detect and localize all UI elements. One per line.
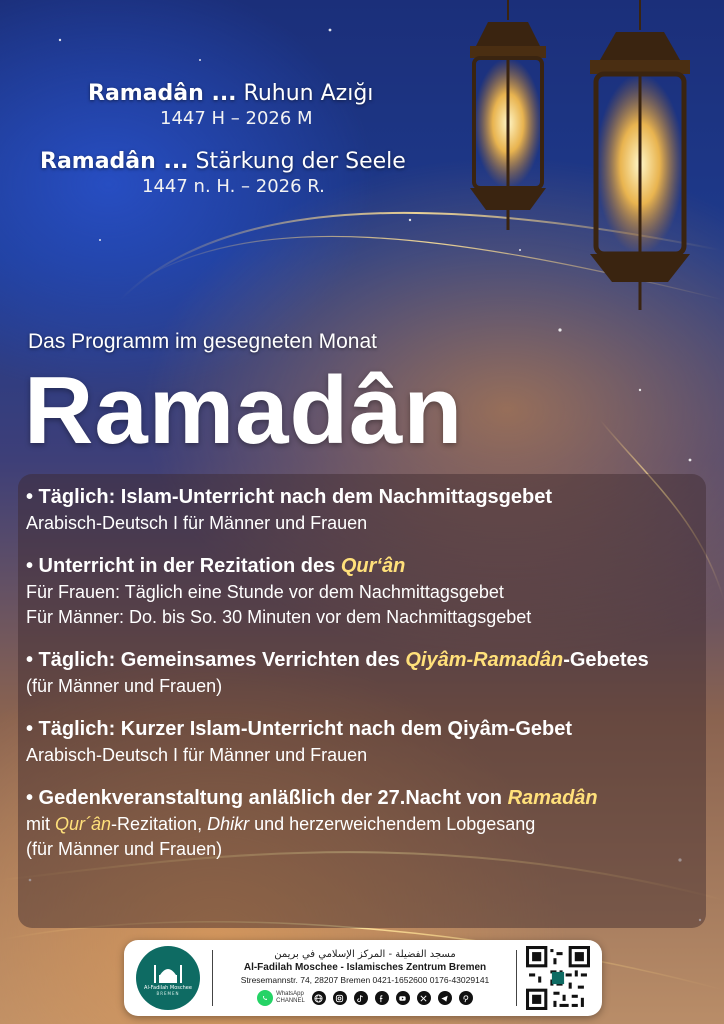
turkish-year: 1447 H – 2026 M [160, 108, 313, 129]
divider [516, 950, 517, 1006]
footer-arabic: مسجد الفضيلة - المركز الإسلامي في بريمن [274, 949, 456, 960]
logo-name: Al-Fadilah Moschee [144, 984, 192, 991]
item-5-line-2: (für Männer und Frauen) [26, 839, 223, 859]
whatsapp-label [276, 991, 305, 1005]
item-5-line-1-b: Qur´ân [55, 814, 112, 834]
item-2-head-text: • Unterricht in der Rezitation des [26, 555, 341, 577]
item-5-head [26, 785, 698, 812]
item-5-line-1-c: -Rezitation, [111, 814, 208, 834]
pinterest-icon[interactable] [459, 991, 473, 1005]
main-title: Ramadân [24, 357, 464, 464]
footer-name: Al-Fadilah Moschee - Islamisches Zentrum Bremen [243, 962, 487, 973]
whatsapp-label-1: WhatsApp [276, 991, 304, 997]
program-item-1 [26, 484, 698, 536]
mosque-icon [151, 961, 185, 983]
item-5-line-1-d: Dhikr [207, 814, 250, 834]
program-item-3 [26, 647, 698, 699]
program-panel [18, 474, 706, 928]
item-5-head-text: • Gedenkveranstaltung anläßlich der 27.Nacht von [26, 787, 508, 809]
program-item-2 [26, 553, 698, 630]
item-3-head-post: -Gebetes [563, 649, 649, 671]
youtube-icon[interactable] [396, 991, 410, 1005]
logo-sub: BREMEN [156, 990, 180, 996]
item-2-line-2: Für Männer: Do. bis So. 30 Minuten vor dem Nachmittagsgebet [26, 607, 532, 627]
item-1-head: • Täglich: Islam-Unterricht nach dem Nachmittagsgebet [26, 486, 552, 508]
turkish-title-rest: Ruhun Azığı [243, 81, 374, 106]
turkish-title [88, 80, 724, 108]
footer-contact: Stresemannstr. 74, 28207 Bremen 0421-1652600 0176-43029141 [240, 975, 490, 985]
german-title [40, 148, 724, 176]
program-item-5 [26, 785, 698, 862]
whatsapp-channel-link[interactable] [257, 990, 305, 1006]
facebook-icon[interactable] [375, 991, 389, 1005]
item-3-line-1: (für Männer und Frauen) [26, 676, 223, 696]
divider [212, 950, 213, 1006]
german-subtitle [40, 148, 724, 198]
item-3-head [26, 647, 698, 674]
german-title-rest: Stärkung der Seele [195, 149, 406, 174]
item-5-line-1-e: und herzerweichendem Lobgesang [249, 814, 536, 834]
globe-icon[interactable] [312, 991, 326, 1005]
item-2-head-accent: Qur‘ân [340, 555, 406, 577]
telegram-icon[interactable] [438, 991, 452, 1005]
x-icon[interactable] [417, 991, 431, 1005]
tiktok-icon[interactable] [354, 991, 368, 1005]
whatsapp-icon [257, 990, 273, 1006]
item-3-head-accent: Qiyâm-Ramadân [405, 649, 564, 671]
footer-info [220, 948, 510, 1006]
footer-card [124, 940, 602, 1016]
item-2-head [26, 553, 698, 580]
turkish-title-bold: Ramadân ... [88, 81, 237, 106]
item-5-head-accent: Ramadân [507, 787, 598, 809]
item-3-head-text: • Täglich: Gemeinsames Verrichten des [26, 649, 406, 671]
program-subtitle: Das Programm im gesegneten Monat [28, 330, 377, 353]
mosque-logo [136, 946, 200, 1010]
whatsapp-label-2: CHANNEL [276, 998, 305, 1004]
turkish-subtitle [88, 80, 724, 130]
qr-code-icon[interactable] [526, 946, 590, 1010]
item-1-line-1: Arabisch-Deutsch I für Männer und Frauen [26, 513, 368, 533]
program-item-4 [26, 716, 698, 768]
social-links [220, 990, 510, 1006]
item-4-line-1: Arabisch-Deutsch I für Männer und Frauen [26, 745, 368, 765]
item-5-line-1 [26, 812, 698, 837]
item-2-line-1: Für Frauen: Täglich eine Stunde vor dem Nachmittagsgebet [26, 582, 504, 602]
german-title-bold: Ramadân ... [40, 149, 189, 174]
german-year: 1447 n. H. – 2026 R. [142, 176, 325, 197]
item-5-line-1-a: mit [26, 814, 55, 834]
instagram-icon[interactable] [333, 991, 347, 1005]
item-4-head: • Täglich: Kurzer Islam-Unterricht nach dem Qiyâm-Gebet [26, 718, 573, 740]
